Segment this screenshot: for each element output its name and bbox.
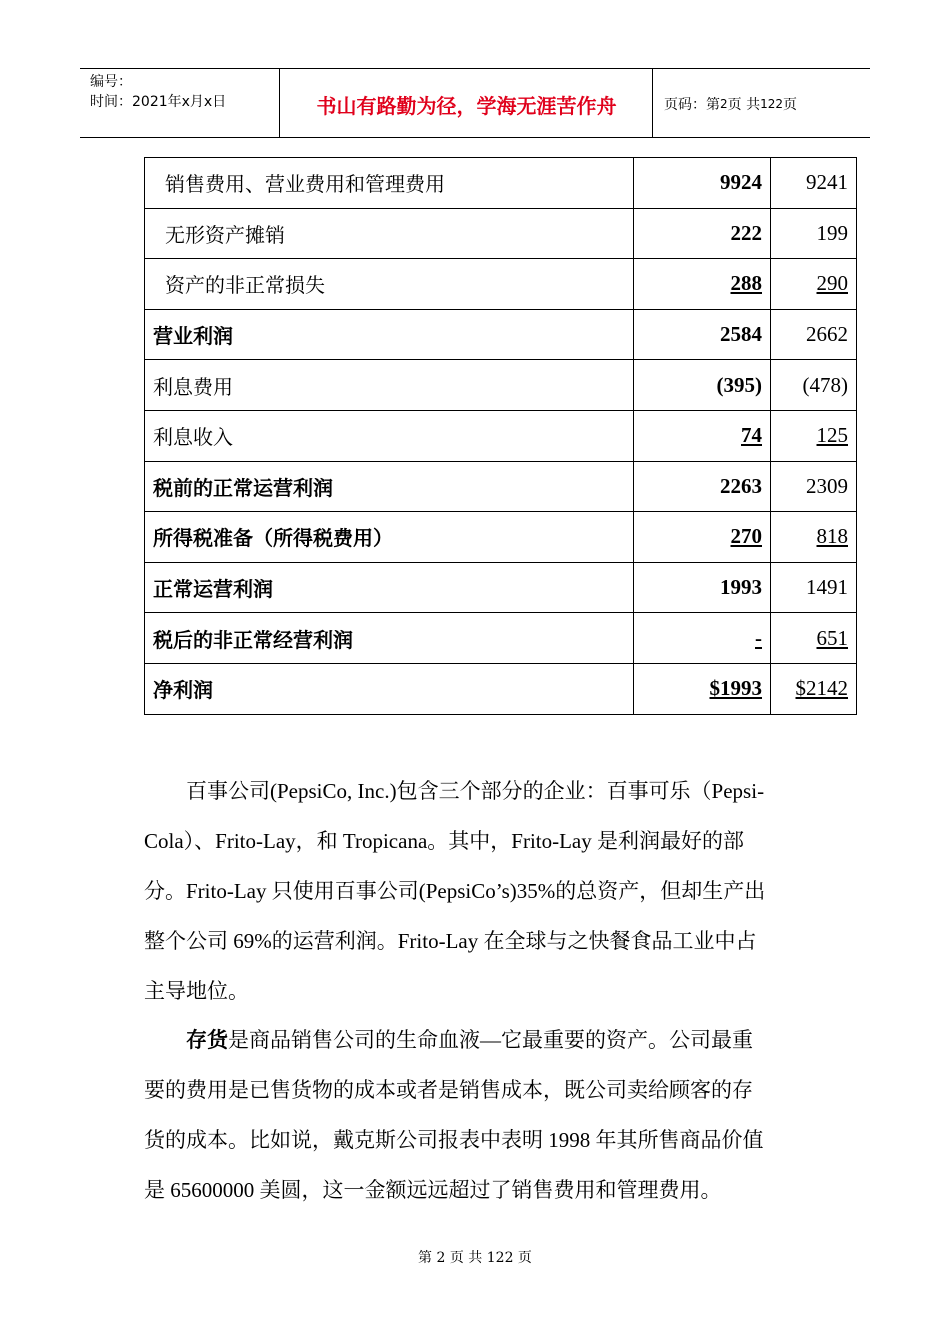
table-row xyxy=(145,208,857,259)
text-line xyxy=(144,1015,808,1065)
row-label: 净利润 xyxy=(145,663,634,714)
table-row xyxy=(145,613,857,664)
value-text: 270 xyxy=(730,524,762,549)
page-prefix: 页码：第 xyxy=(664,97,720,113)
row-label: 营业利润 xyxy=(145,309,634,360)
value-prior xyxy=(771,613,857,664)
value-current xyxy=(634,410,771,461)
table-row xyxy=(145,663,857,714)
text-line: 是 65600000 美圆，这一金额远远超过了销售费用和管理费用。 xyxy=(144,1178,722,1202)
value-current: 2263 xyxy=(634,461,771,512)
header-meta xyxy=(80,69,280,137)
value-text: 818 xyxy=(816,524,848,549)
text-line: 百事公司(PepsiCo, Inc.)包含三个部分的企业：百事可乐（Pepsi- xyxy=(186,779,765,803)
value-text: 651 xyxy=(816,625,848,650)
value-text: 290 xyxy=(816,271,848,296)
value-text: $1993 xyxy=(709,676,762,701)
row-label: 资产的非正常损失 xyxy=(145,259,634,310)
number-label: 编号： xyxy=(90,74,132,90)
value-prior xyxy=(771,512,857,563)
text-line: 主导地位。 xyxy=(144,979,249,1003)
value-prior: 2309 xyxy=(771,461,857,512)
value-current: (395) xyxy=(634,360,771,411)
table-row xyxy=(145,309,857,360)
value-text: - xyxy=(755,625,762,650)
value-current xyxy=(634,613,771,664)
value-current xyxy=(634,663,771,714)
page-header xyxy=(80,68,870,138)
value-prior xyxy=(771,410,857,461)
value-current: 1993 xyxy=(634,562,771,613)
row-label: 无形资产摊销 xyxy=(145,208,634,259)
row-label: 所得税准备（所得税费用） xyxy=(145,512,634,563)
value-prior: (478) xyxy=(771,360,857,411)
table-row xyxy=(145,259,857,310)
value-prior: 1491 xyxy=(771,562,857,613)
table-row xyxy=(145,461,857,512)
row-label: 利息收入 xyxy=(145,410,634,461)
row-label: 销售费用、营业费用和管理费用 xyxy=(145,158,634,209)
line-text: 是商品销售公司的生命血液—它最重要的资产。公司最重 xyxy=(228,1028,753,1052)
value-current: 222 xyxy=(634,208,771,259)
table-row xyxy=(145,360,857,411)
page-suffix: 页 xyxy=(783,97,797,113)
value-prior xyxy=(771,259,857,310)
table-row xyxy=(145,410,857,461)
page-footer: 第 2 页 共 122 页 xyxy=(418,1250,532,1266)
table-row xyxy=(145,158,857,209)
row-label: 正常运营利润 xyxy=(145,562,634,613)
text-line: 要的费用是已售货物的成本或者是销售成本，既公司卖给顾客的存 xyxy=(144,1078,753,1102)
value-text: 74 xyxy=(741,423,762,448)
value-text: 125 xyxy=(816,423,848,448)
value-text: 288 xyxy=(730,271,762,296)
value-text: $2142 xyxy=(795,676,848,701)
value-prior: 9241 xyxy=(771,158,857,209)
text-line: Cola）、Frito-Lay，和 Tropicana。其中，Frito-Lay 是利润最好的部 xyxy=(144,829,745,853)
page-mid: 页 共 xyxy=(727,97,761,113)
value-prior xyxy=(771,663,857,714)
value-current: 2584 xyxy=(634,309,771,360)
value-prior: 2662 xyxy=(771,309,857,360)
page-number: 2 xyxy=(720,97,728,111)
header-page-info xyxy=(654,69,870,137)
value-current xyxy=(634,259,771,310)
paragraph-inventory xyxy=(144,1015,808,1215)
value-current: 9924 xyxy=(634,158,771,209)
text-line: 整个公司 69%的运营利润。Frito-Lay 在全球与之快餐食品工业中占 xyxy=(144,929,757,953)
page-total: 122 xyxy=(760,97,783,111)
value-current xyxy=(634,512,771,563)
row-label: 利息费用 xyxy=(145,360,634,411)
income-statement-table xyxy=(144,157,857,715)
row-label: 税后的非正常经营利润 xyxy=(145,613,634,664)
text-line: 货的成本。比如说，戴克斯公司报表中表明 1998 年其所售商品价值 xyxy=(144,1128,764,1152)
bold-term: 存货 xyxy=(186,1028,228,1052)
header-motto: 书山有路勤为径，学海无涯苦作舟 xyxy=(281,69,653,137)
text-line: 分。Frito-Lay 只使用百事公司(PepsiCo’s)35%的总资产，但却生产出 xyxy=(144,879,766,903)
table-row xyxy=(145,562,857,613)
date-label: 时间：2021年x月x日 xyxy=(90,94,227,110)
table-row xyxy=(145,512,857,563)
row-label: 税前的正常运营利润 xyxy=(145,461,634,512)
paragraph-pepsico xyxy=(144,766,808,1016)
value-prior: 199 xyxy=(771,208,857,259)
